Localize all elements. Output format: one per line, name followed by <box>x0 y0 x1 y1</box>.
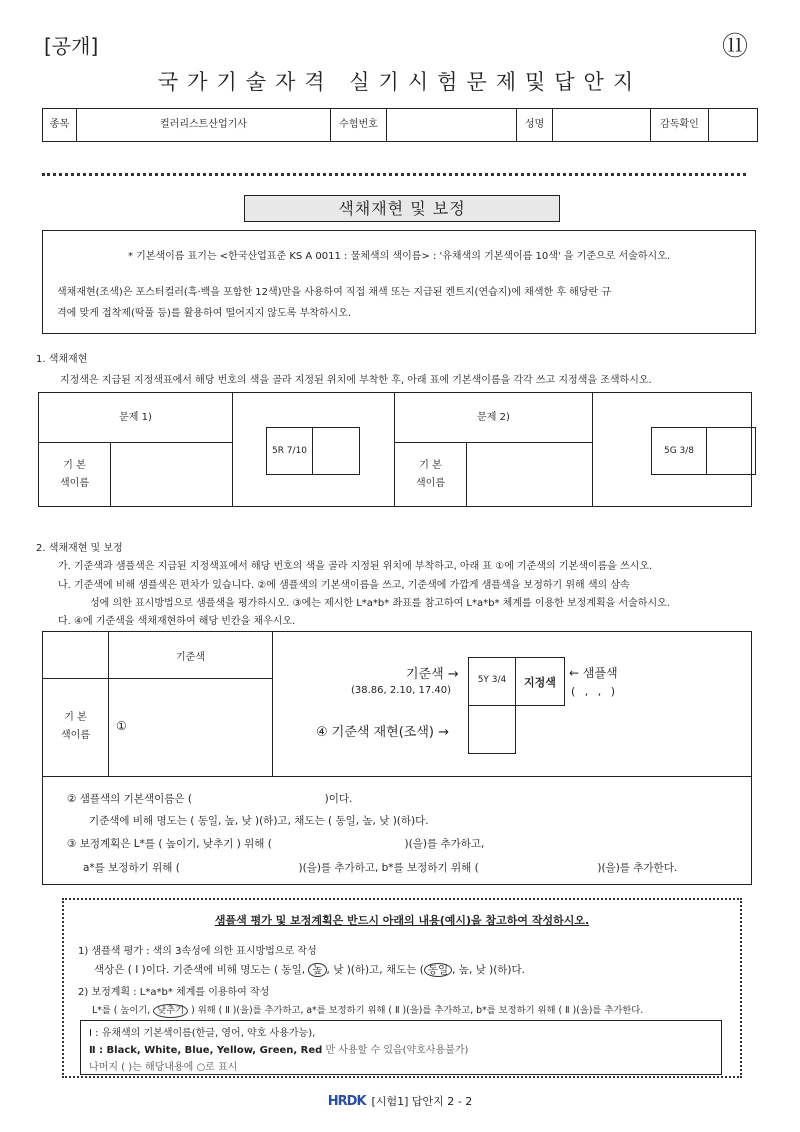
basic-label-line2: 색이름 <box>416 478 445 489</box>
q1-color1-swatch[interactable] <box>312 427 360 475</box>
sample-coordinates: ( , , ) <box>571 685 619 698</box>
info-table <box>42 108 758 142</box>
plan-prefix: ③ 보정계획은 L*를 ( 높이기, 낮추기 ) 위해 ( <box>67 838 272 850</box>
legend-line-3: 나머지 ( )는 해당내용에 ○로 표시 <box>89 1062 238 1073</box>
q2-plan-line2 <box>83 860 677 875</box>
notice-box <box>42 230 756 334</box>
q2-answer-1[interactable] <box>109 679 273 777</box>
page-badge: ⑪ <box>722 32 749 62</box>
info-label-exam-number: 수험번호 <box>331 109 387 142</box>
example-mid: , 낮 )(하)고, 채도는 ( <box>326 964 424 976</box>
example-prefix: 색상은 ( Ⅰ )이다. 기준색에 비해 명도는 ( 동일, <box>94 964 309 976</box>
footer <box>0 1093 800 1109</box>
info-label-supervisor: 감독확인 <box>651 109 709 142</box>
guide-item2-heading: 2) 보정계획 : L*a*b* 체계를 이용하여 작성 <box>78 987 270 998</box>
q2-item-na-line1: 나. 기준색에 비해 샘플색은 편차가 있습니다. ②에 샘플색의 기본색이름을 쓰고, 기준색에 가깝게 샘플색을 보정하기 위해 색의 삼속 <box>58 580 630 591</box>
q1-problem2-header: 문제 2) <box>395 393 593 443</box>
footer-text: [시험1] 답안지 2 - 2 <box>371 1095 473 1108</box>
q1-instruction: 지정색은 지급된 지정색표에서 해당 번호의 색을 골라 지정된 위치에 부착한 후, 아래 표에 기본색이름을 각각 쓰고 지정색을 조색하시오. <box>60 375 652 386</box>
q1-problem1-color-area <box>233 393 395 506</box>
q2-color-area <box>273 632 751 777</box>
guide-item1-heading: 1) 샘플색 평가 : 색의 3속성에 의한 표시방법으로 작성 <box>78 946 317 957</box>
guide-item2-example <box>92 1002 643 1018</box>
section-title: 색채재현 및 보정 <box>244 195 560 222</box>
q2-ref-header: 기준색 <box>109 632 273 679</box>
q1-problem1-answer[interactable] <box>111 443 233 506</box>
circled-high: 높 <box>308 963 326 977</box>
basic-label-line2: 색이름 <box>61 730 90 741</box>
ref-arrow-label: 기준색 → <box>406 667 459 682</box>
q2-lightness-chroma-line: 기준색에 비해 명도는 ( 동일, 높, 낮 )(하)고, 채도는 ( 동일, 높, 낮 )(하)다. <box>89 815 429 827</box>
basic-label-line2: 색이름 <box>60 478 89 489</box>
allowed-colors: Ⅱ : Black, White, Blue, Yellow, Green, Red <box>89 1045 323 1056</box>
allowed-colors-note: 만 사용할 수 있음(약호사용불가) <box>322 1045 469 1056</box>
plan-suffix: )(을)를 추가하고, <box>404 838 485 850</box>
plan-b-prefix: )(을)를 추가하고, b*를 보정하기 위해 ( <box>298 862 479 874</box>
public-tag: [공개] <box>44 34 99 58</box>
q1-problem1-header: 문제 1) <box>39 393 233 443</box>
q1-problem1-basic-label <box>39 443 111 506</box>
info-label-type: 종목 <box>43 109 77 142</box>
info-value-exam-number[interactable] <box>387 109 517 142</box>
circled-same: 동일 <box>424 963 452 977</box>
document-title: 국가기술자격 실기시험문제및답안지 <box>157 70 643 94</box>
notice-line-attach: 격에 맞게 접착제(딱풀 등)를 활용하여 떨어지지 않도록 부착하시오. <box>57 308 352 319</box>
q2-plan-line1 <box>67 836 484 851</box>
info-value-type: 컬러리스트산업기사 <box>77 109 331 142</box>
info-label-name: 성명 <box>517 109 553 142</box>
sample-arrow-label: ← 샘플색 <box>569 666 618 680</box>
notice-line-standard: * 기본색이름 표기는 <한국산업표준 KS A 0011 : 물체색의 색이름> : '유채색의 기본색이름 10색' 을 기준으로 서술하시오. <box>127 251 670 262</box>
q1-color2-code: 5G 3/8 <box>651 427 707 475</box>
q2-corner-cell <box>43 632 109 679</box>
guide-item1-example <box>94 962 525 977</box>
q1-problem2-color-area <box>593 393 751 506</box>
q1-problem2-answer[interactable] <box>467 443 593 506</box>
q2-item-da: 다. ④에 기준색을 색채재현하여 해당 빈칸을 채우시오. <box>58 616 296 627</box>
q2-heading: 2. 색채재현 및 보정 <box>36 543 123 554</box>
dotted-separator <box>42 173 746 176</box>
q2-table <box>42 631 752 885</box>
q1-table <box>38 392 752 507</box>
circle-one-marker: ① <box>116 719 127 733</box>
sample-name-prefix: ② 샘플색의 기본색이름은 ( <box>67 793 192 805</box>
q2-item-na-line2: 성에 의한 표시방법으로 샘플색을 평가하시오. ③에는 제시한 L*a*b* 좌표를 참고하여 L*a*b* 체계를 이용한 보정계획을 서술하시오. <box>90 598 670 609</box>
reproduce-color-cell[interactable] <box>468 705 516 754</box>
guide-legend-box <box>80 1020 722 1075</box>
legend-line-1: Ⅰ : 유채색의 기본색이름(한글, 영어, 약호 사용가능), <box>89 1028 316 1039</box>
basic-label-line1: 기 본 <box>419 460 442 471</box>
designated-color-cell[interactable]: 지정색 <box>515 657 565 706</box>
guide-box <box>62 898 742 1078</box>
q1-color2-swatch[interactable] <box>706 427 756 475</box>
q2-sample-name-line <box>67 791 352 806</box>
example-end: , 높, 낮 )(하)다. <box>452 964 526 976</box>
legend-line-2 <box>89 1041 468 1056</box>
ref-color-code: 5Y 3/4 <box>468 657 516 706</box>
circled-lower: 낮추기 <box>153 1004 188 1018</box>
info-value-name[interactable] <box>553 109 651 142</box>
q1-problem2-basic-label <box>395 443 467 506</box>
basic-label-line1: 기 본 <box>63 460 86 471</box>
reproduce-label: ④ 기준색 재현(조색) → <box>316 725 449 740</box>
q2-item-ga: 가. 기준색과 샘플색은 지급된 지정색표에서 해당 번호의 색을 골라 지정된 위치에 부착하고, 아래 표 ①에 기준색의 기본색이름을 쓰시오. <box>58 561 653 572</box>
q2-basic-label <box>43 679 109 777</box>
plan-a-prefix: a*를 보정하기 위해 ( <box>83 862 180 874</box>
sample-name-suffix: )이다. <box>324 793 353 805</box>
info-value-supervisor[interactable] <box>709 109 757 142</box>
hrdk-logo: HRDK <box>327 1094 366 1109</box>
plan-example-prefix: L*를 ( 높이기, <box>92 1005 154 1016</box>
plan-example-rest: ) 위해 ( Ⅱ )(을)를 추가하고, a*를 보정하기 위해 ( Ⅱ )(을)를 추가하고, b*를 보정하기 위해 ( Ⅱ )(을)를 추가한다. <box>188 1005 644 1016</box>
plan-b-suffix: )(을)를 추가한다. <box>597 862 678 874</box>
ref-lab-coordinates: (38.86, 2.10, 17.40) <box>351 685 452 696</box>
guide-title: 샘플색 평가 및 보정계획은 반드시 아래의 내용(예시)을 참고하여 작성하시오. <box>214 914 590 927</box>
q1-heading: 1. 색채재현 <box>36 354 88 365</box>
q1-color1-code: 5R 7/10 <box>266 427 313 475</box>
notice-line-reproduction: 색채재현(조색)은 포스터컬러(흑·백을 포함한 12색)만을 사용하여 직접 채색 또는 지급된 켄트지(연습지)에 채색한 후 해당란 규 <box>57 287 611 298</box>
basic-label-line1: 기 본 <box>64 712 87 723</box>
